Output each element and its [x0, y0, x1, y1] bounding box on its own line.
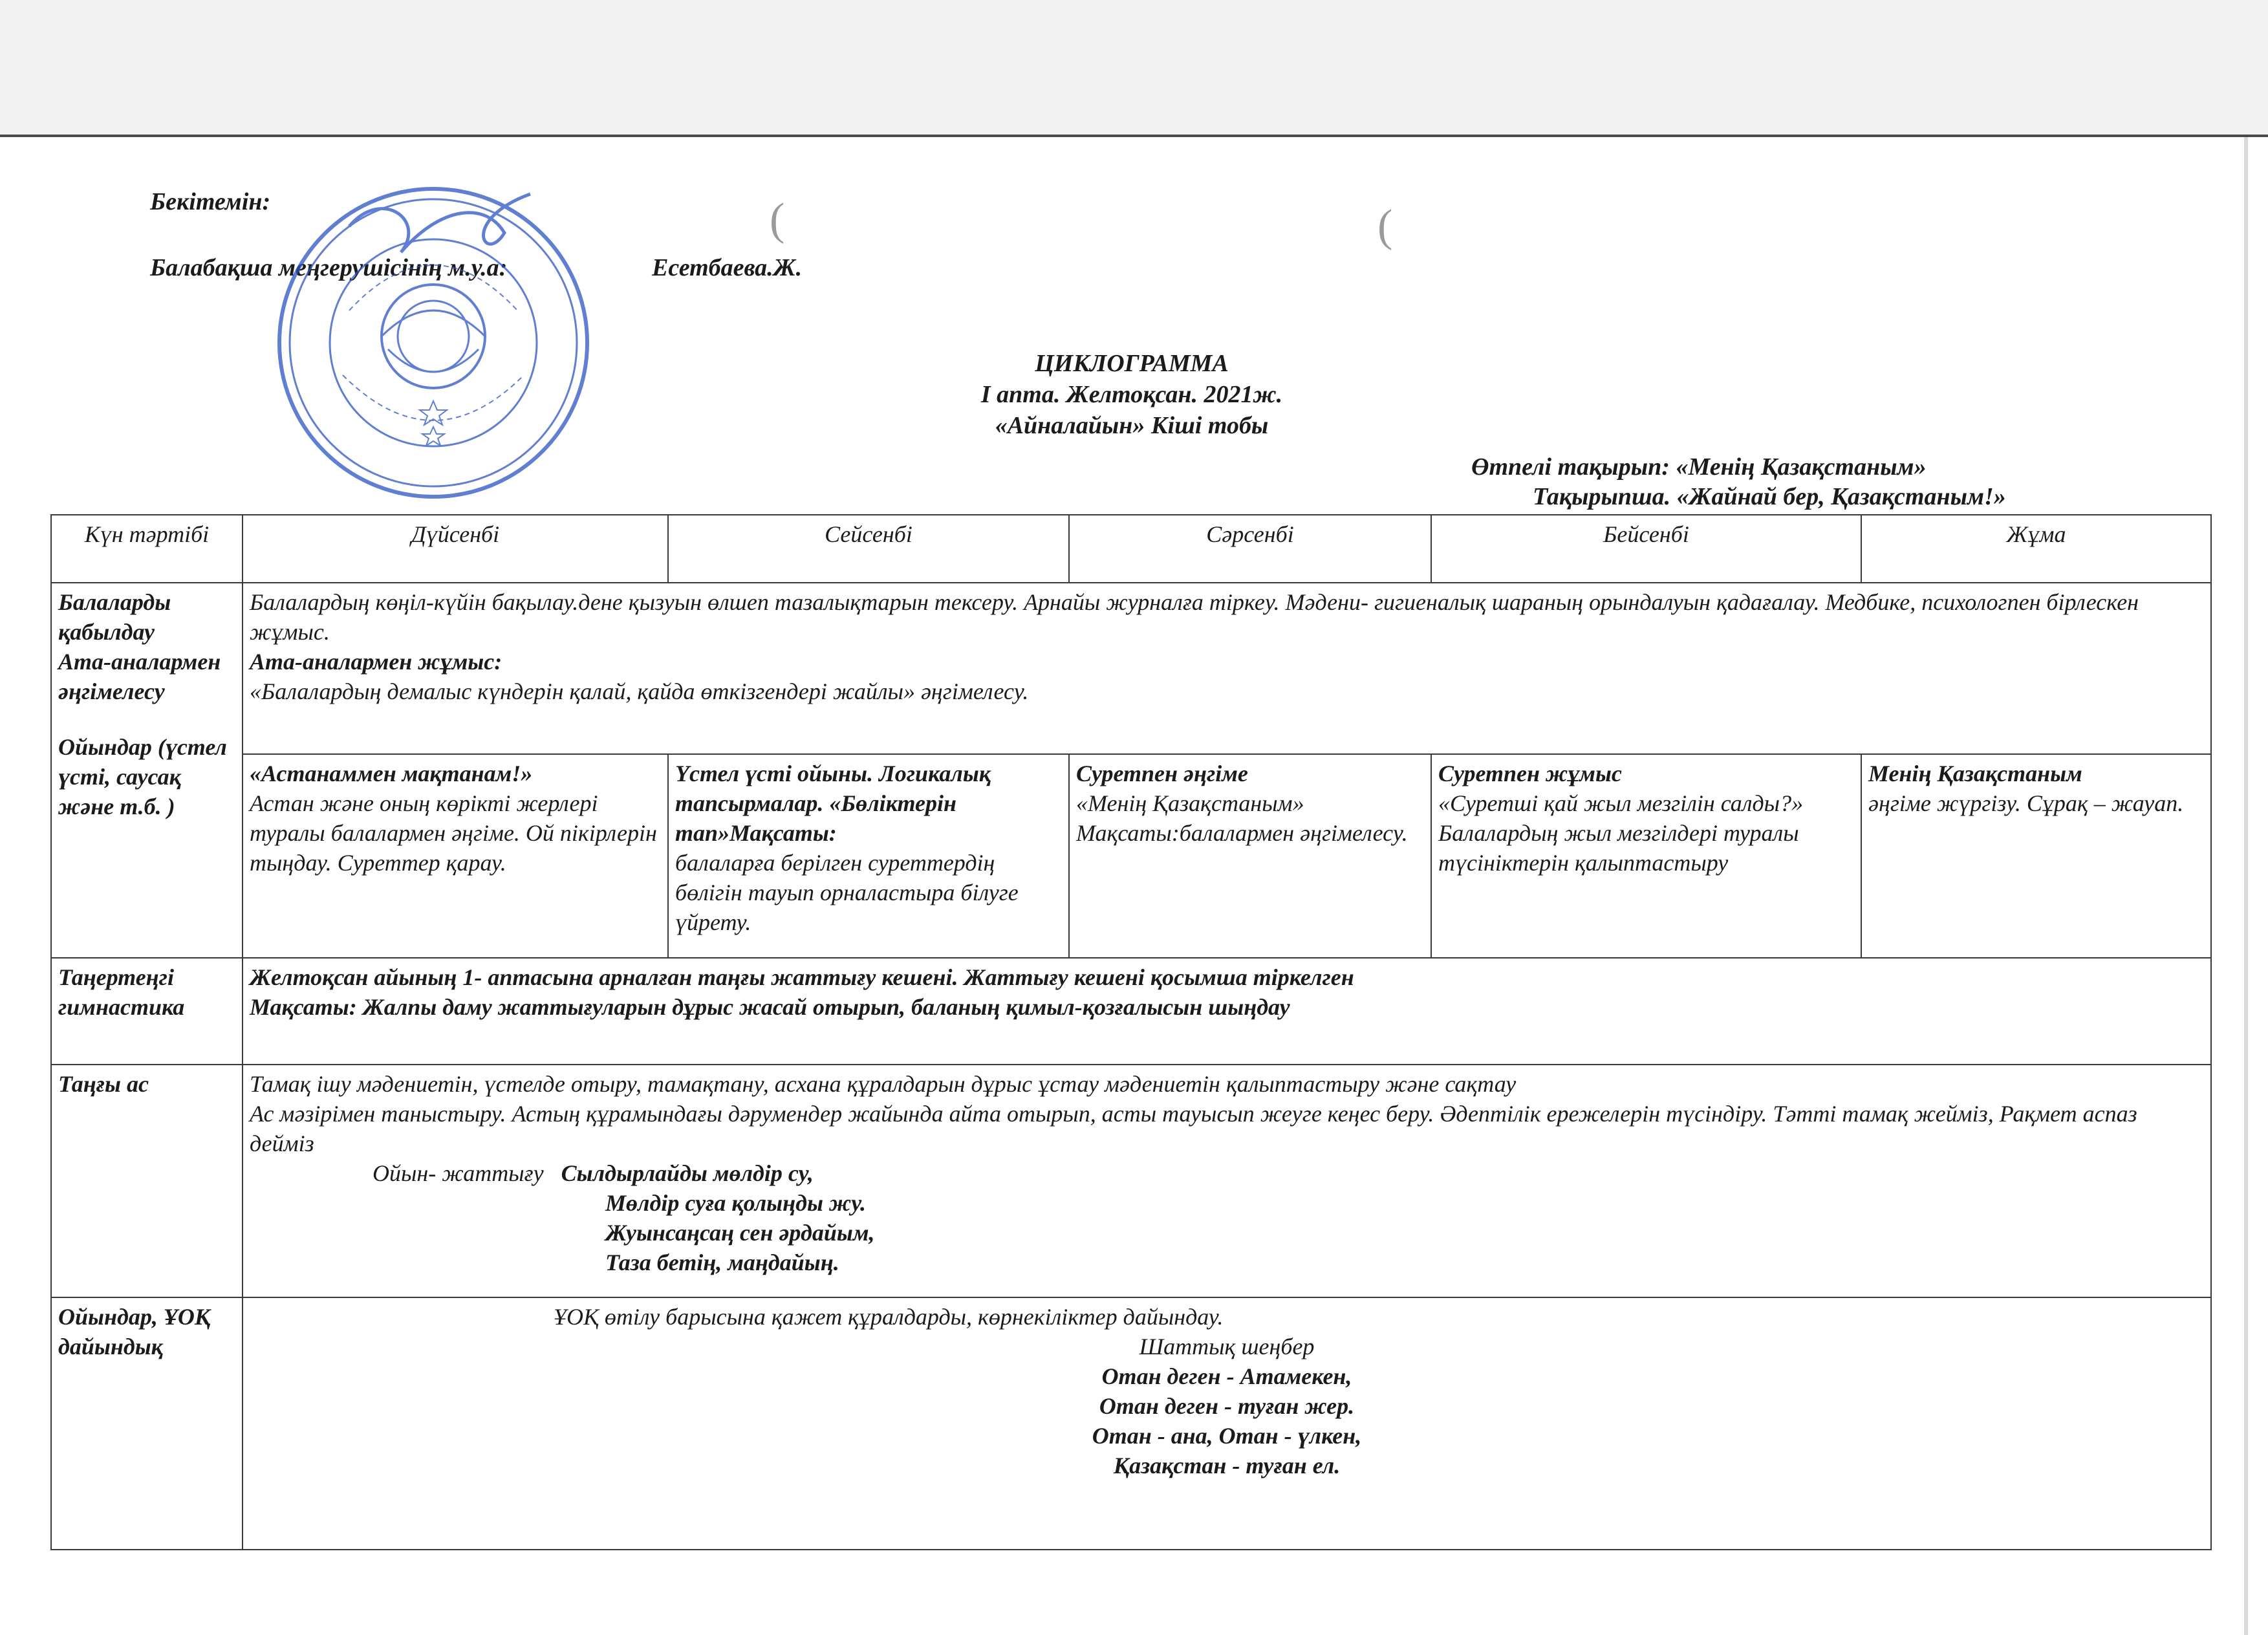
preparation-poem-line: Отан - ана, Отан - үлкен,	[1092, 1423, 1362, 1449]
header-row	[51, 515, 2211, 583]
col-header-schedule: Күн тәртібі	[51, 515, 243, 583]
preparation-poem-line: Отан деген - Атамекен,	[1101, 1363, 1352, 1389]
breakfast-poem-line: Таза бетің, маңдайың.	[605, 1250, 839, 1275]
games-friday-text: әңгіме жүргізу. Сұрақ – жауап.	[1868, 790, 2184, 816]
preparation-line1: ҰОҚ өтілу барысына қажет құралдарды, көрнекіліктер дайындау.	[554, 1304, 1224, 1330]
games-thursday	[1431, 754, 1861, 958]
row-label-reception	[51, 583, 243, 958]
games-monday	[243, 754, 668, 958]
games-tuesday	[668, 754, 1069, 958]
breakfast-poem-line: Сылдырлайды мөлдір су,	[561, 1160, 814, 1186]
manager-name: Есетбаева.Ж.	[652, 254, 803, 281]
col-header-thursday: Бейсенбі	[1431, 515, 1861, 583]
gymnastics-content	[243, 958, 2211, 1065]
scan-mark: (	[770, 195, 785, 244]
row-label-breakfast: Таңғы ас	[51, 1065, 243, 1297]
breakfast-game-line	[250, 1158, 2204, 1188]
col-header-friday: Жұма	[1861, 515, 2211, 583]
subtheme-line: Тақырыпша. «Жайнай бер, Қазақстаным!»	[1533, 483, 2006, 510]
scan-right-edge	[2244, 137, 2248, 1635]
games-monday-title: «Астанаммен мақтанам!»	[250, 761, 533, 786]
preparation-poem-line: Отан деген - туған жер.	[1099, 1393, 1355, 1419]
preparation-poem-line: Қазақстан - туған ел.	[1113, 1453, 1341, 1478]
games-monday-text: Астан және оның көрікті жерлері туралы балалармен әңгіме. Ой пікірлерін тыңдау. Суреттер қарау.	[250, 790, 657, 876]
reception-text: Балалардың көңіл-күйін бақылау.дене қызуын өлшеп тазалықтарын тексеру. Арнайы журналға тіркеу. Мәдени- гигиеналық шараның орындалуын қадағалау. Медбике, психологпен бірлескен жұмыс.	[250, 589, 2139, 645]
row-breakfast	[51, 1065, 2211, 1297]
col-header-wednesday: Сәрсенбі	[1069, 515, 1431, 583]
breakfast-content	[243, 1065, 2211, 1297]
games-wednesday-text: «Менің Қазақстаным» Мақсаты:балалармен әңгімелесу.	[1076, 790, 1408, 846]
row-reception	[51, 583, 2211, 754]
games-wednesday	[1069, 754, 1431, 958]
parents-text: «Балалардың демалыс күндерін қалай, қайда өткізгендері жайлы» әңгімелесу.	[250, 678, 1029, 704]
col-header-tuesday: Сейсенбі	[668, 515, 1069, 583]
games-thursday-text: «Суретші қай жыл мезгілін салды?» Балалардың жыл мезгілдері туралы түсініктерін қалыптастыру	[1438, 790, 1804, 876]
row-label-gymnastics: Таңертеңгі гимнастика	[51, 958, 243, 1065]
group-line: «Айналайын» Кіші тобы	[995, 412, 1269, 439]
gymnastics-line2: Мақсаты: Жалпы даму жаттығуларын дұрыс жасай отырып, баланың қимыл-қозғалысын шыңдау	[250, 994, 1290, 1020]
breakfast-game-label: Ойын- жаттығу	[373, 1160, 544, 1186]
approve-label: Бекітемін:	[150, 188, 271, 215]
round-seal-stamp	[272, 181, 595, 504]
circle-title: Шаттық шеңбер	[1139, 1334, 1315, 1359]
scan-top-band	[0, 0, 2268, 136]
gymnastics-line1: Желтоқсан айының 1- аптасына арналған таңғы жаттығу кешені. Жаттығу кешені қосымша тіркелген	[250, 964, 1354, 990]
games-thursday-title: Суретпен жұмыс	[1438, 761, 1622, 786]
parents-title: Ата-аналармен жұмыс:	[250, 649, 502, 675]
breakfast-line1: Тамақ ішу мәдениетін, үстелде отыру, тамақтану, асхана құралдарын дұрыс ұстау мәдениетін қалыптастыру және сақтау	[250, 1071, 1517, 1097]
games-friday-title: Менің Қазақстаным	[1868, 761, 2082, 786]
scan-edge	[0, 135, 2268, 137]
row-label-preparation: Ойындар, ҰОҚ дайындық	[51, 1297, 243, 1550]
breakfast-poem-line: Мөлдір суға қолыңды жу.	[605, 1190, 866, 1216]
col-header-monday: Дүйсенбі	[243, 515, 668, 583]
games-friday	[1861, 754, 2211, 958]
row-preparation	[51, 1297, 2211, 1550]
row-gymnastics	[51, 958, 2211, 1065]
games-wednesday-title: Суретпен әңгіме	[1076, 761, 1248, 786]
manager-label: Балабақша меңгерушісінің м.у.а:	[150, 254, 508, 281]
cyclogram-table	[50, 514, 2212, 1550]
row-games	[51, 754, 2211, 958]
week-line: I апта. Желтоқсан. 2021ж.	[980, 381, 1283, 408]
parents-label: Ата-аналармен әңгімелесу	[58, 649, 221, 704]
games-tuesday-text: балаларға берілген суреттердің бөлігін тауып орналастыра білуге үйрету.	[675, 850, 1019, 935]
games-tuesday-title: Үстел үсті ойыны. Логикалық тапсырмалар. «Бөліктерін тап»Мақсаты:	[675, 761, 991, 846]
scan-mark: (	[1377, 201, 1393, 251]
breakfast-line2: Ас мәзірімен таныстыру. Астың құрамындағы дәрумендер жайында айта отырып, асты тауысып жеуге кеңес беру. Әдептілік ережелерін түсіндіру. Тәтті тамақ жейміз, Рақмет аспаз дейміз	[250, 1101, 2137, 1156]
preparation-content	[243, 1297, 2211, 1550]
theme-line: Өтпелі тақырып: «Менің Қазақстаным»	[1471, 453, 1927, 481]
reception-label: Балаларды қабылдау	[58, 589, 171, 645]
reception-content	[243, 583, 2211, 754]
doc-title: ЦИКЛОГРАММА	[1035, 350, 1229, 377]
games-label: Ойындар (үстел үсті, саусақ және т.б. )	[58, 734, 227, 819]
breakfast-poem-line: Жуынсаңсаң сен әрдайым,	[605, 1220, 875, 1246]
